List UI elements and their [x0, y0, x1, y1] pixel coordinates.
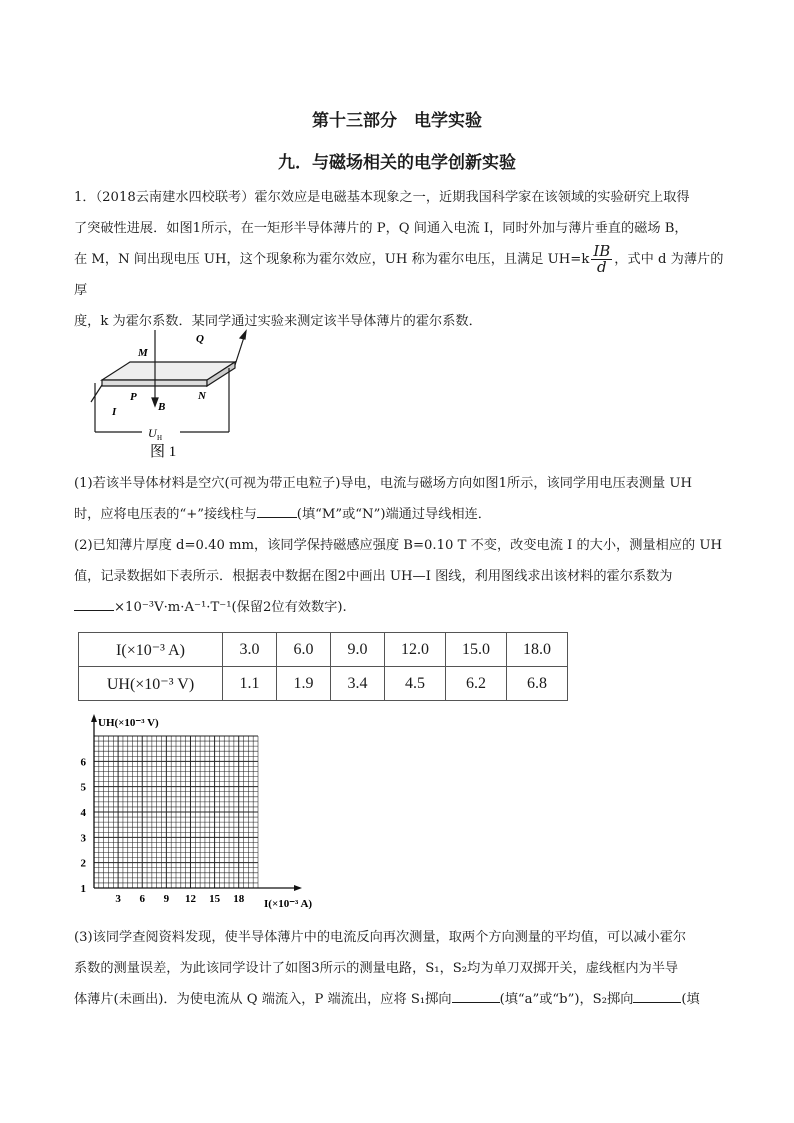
table-cell: 6.2 — [446, 667, 507, 701]
q1-line-2 — [74, 499, 726, 530]
table-cell: 1.1 — [223, 667, 277, 701]
formula-denominator: d — [597, 258, 607, 276]
x-tick-label: 6 — [139, 893, 145, 905]
label-UH: U — [148, 426, 157, 440]
table-cell: 4.5 — [385, 667, 446, 701]
q2-line-1: (2)已知薄片厚度 d=0.40 mm，该同学保持磁感应强度 B=0.10 T 不变，改变电流 I 的大小，测量相应的 UH — [74, 538, 722, 553]
table-cell: 12.0 — [385, 633, 446, 667]
q3-line-3-mid: (填“a”或“b”)，S₂掷向 — [499, 992, 634, 1007]
chart-y-axis-label: UH(×10⁻³ V) — [98, 717, 159, 729]
x-tick-label: 3 — [115, 893, 121, 905]
y-tick-label: 2 — [80, 857, 86, 870]
intro-line-3-rest: ，式中 d 为薄片的厚 — [74, 252, 724, 298]
q3-line-2: 系数的测量误差，为此该同学设计了如图3所示的测量电路，S₁，S₂均为单刀双掷开关，虚线框内为半导 — [74, 961, 679, 976]
formula-fraction — [591, 244, 612, 275]
page-title: 第十三部分 电学实验 — [312, 111, 482, 131]
q1-line-2-rest: (填“M”或“N”)端通过导线相连． — [296, 507, 491, 522]
chart-axes — [91, 714, 302, 891]
x-tick-label: 12 — [184, 893, 196, 905]
figure-1-hall-effect — [88, 328, 248, 460]
q1-line-2-text: 时，应将电压表的“+”接线柱与 — [74, 507, 257, 522]
y-tick-label: 3 — [80, 832, 86, 845]
answer-blank-s1[interactable] — [452, 988, 500, 1003]
q3-line-1: (3)该同学查阅资料发现，使半导体薄片中的电流反向再次测量，取两个方向测量的平均值，可以减小霍尔 — [74, 930, 687, 945]
label-N: N — [198, 390, 206, 402]
question-3 — [74, 922, 726, 1015]
intro-line-2: 了突破性进展．如图1所示，在一矩形半导体薄片的 P，Q 间通入电流 I，同时外加与薄片垂直的磁场 B， — [74, 221, 688, 236]
label-I: I — [112, 406, 117, 418]
table-cell: 15.0 — [446, 633, 507, 667]
formula-numerator: IB — [593, 242, 611, 260]
answer-blank-q2[interactable] — [74, 596, 114, 611]
table-cell: 6.8 — [507, 667, 568, 701]
table-row-voltage — [79, 667, 568, 701]
label-P: P — [130, 391, 137, 403]
questions-1-2 — [74, 468, 726, 623]
q1-line-1: (1)若该半导体材料是空穴(可视为带正电粒子)导电，电流与磁场方向如图1所示，该同学用电压表测量 UH — [74, 476, 693, 491]
section-title: 九．与磁场相关的电学创新实验 — [278, 153, 516, 173]
figure-1-caption: 图 1 — [150, 444, 177, 460]
intro-line-4: 度，k 为霍尔系数．某同学通过实验来测定该半导体薄片的霍尔系数． — [74, 314, 482, 329]
label-M: M — [138, 347, 148, 359]
x-tick-label: 15 — [209, 893, 221, 905]
label-UH-sub: H — [157, 434, 163, 442]
answer-blank-q1[interactable] — [257, 503, 297, 518]
x-tick-label: 18 — [233, 893, 245, 905]
y-tick-label: 6 — [80, 756, 86, 769]
x-axis-arrow — [294, 885, 302, 891]
q3-line-3-text: 体薄片(未画出)．为使电流从 Q 端流入，P 端流出，应将 S₁掷向 — [74, 992, 452, 1007]
figure-2-grid-chart[interactable] — [70, 712, 320, 918]
y-axis-arrow — [91, 714, 97, 722]
q3-line-3-end: (填 — [681, 992, 700, 1007]
chart-x-axis-label: I(×10⁻³ A) — [264, 898, 313, 910]
table-header-voltage: UH(×10⁻³ V) — [79, 667, 223, 701]
table-cell: 3.4 — [331, 667, 385, 701]
q2-line-3 — [74, 592, 726, 623]
x-tick-label: 9 — [163, 893, 170, 905]
q2-line-3-text: ×10⁻³V·m·A⁻¹·T⁻¹(保留2位有效数字). — [114, 600, 347, 615]
table-cell: 6.0 — [277, 633, 331, 667]
intro-line-3-text: 在 M，N 间出现电压 UH，这个现象称为霍尔效应，UH 称为霍尔电压，且满足 UH=k — [74, 252, 590, 267]
y-tick-label: 1 — [80, 883, 86, 895]
table-row-current — [79, 633, 568, 667]
intro-line-1: 1．（2018云南建水四校联考）霍尔效应是电磁基本现象之一，近期我国科学家在该领域的实验研究上取得 — [74, 190, 690, 205]
y-tick-label: 4 — [80, 807, 86, 819]
label-B: B — [158, 401, 166, 413]
problem-intro — [74, 182, 726, 337]
answer-blank-s2[interactable] — [633, 988, 681, 1003]
y-tick-label: 5 — [80, 781, 86, 794]
table-cell: 3.0 — [223, 633, 277, 667]
table-cell: 18.0 — [507, 633, 568, 667]
table-cell: 9.0 — [331, 633, 385, 667]
table-cell: 1.9 — [277, 667, 331, 701]
data-table — [78, 632, 568, 701]
intro-line-3 — [74, 244, 726, 306]
chart-grid — [94, 736, 258, 888]
label-Q: Q — [196, 333, 204, 345]
q3-line-3 — [74, 984, 726, 1015]
q2-line-2: 值，记录数据如下表所示．根据表中数据在图2中画出 UH—I 图线，利用图线求出该材料的霍尔系数为 — [74, 569, 673, 584]
table-header-current: I(×10⁻³ A) — [79, 633, 223, 667]
